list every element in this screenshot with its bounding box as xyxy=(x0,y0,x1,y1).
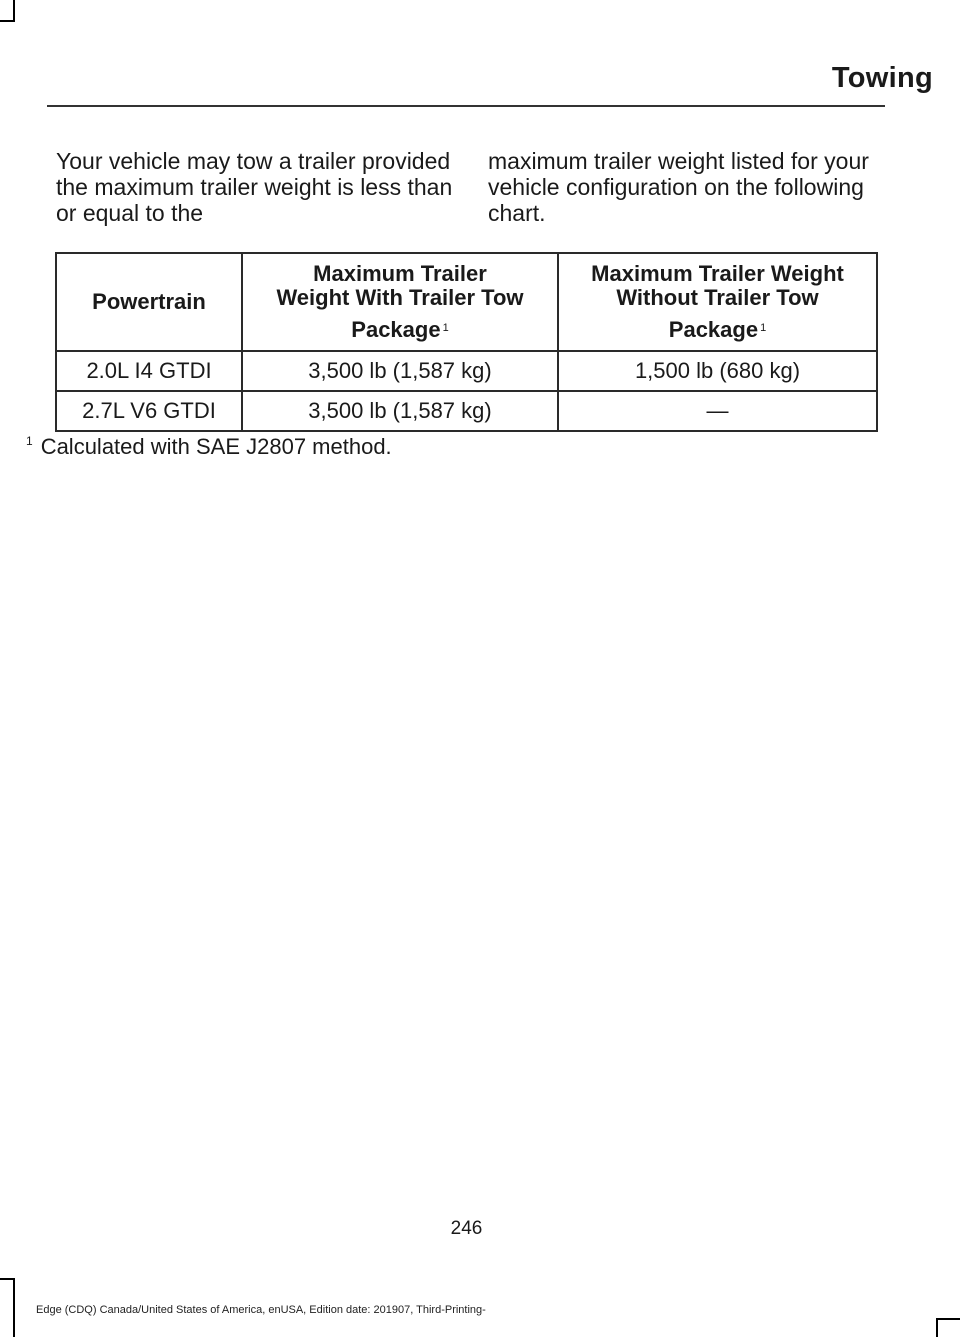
cell-powertrain: 2.0L I4 GTDI xyxy=(56,351,242,391)
cell-powertrain: 2.7L V6 GTDI xyxy=(56,391,242,431)
footnote-ref: 1 xyxy=(442,322,449,334)
intro-column-1: Your vehicle may tow a trailer provided the maximum trailer weight is less than or equal to the xyxy=(56,148,453,226)
page-number: 246 xyxy=(450,1218,483,1239)
table-header-row xyxy=(56,253,877,351)
crop-mark-top-left-h xyxy=(0,20,15,22)
header-with-tow-line3 xyxy=(249,318,551,342)
header-without-tow-line3 xyxy=(565,318,870,342)
towing-capacity-table xyxy=(55,252,878,432)
cell-with-tow: 3,500 lb (1,587 kg) xyxy=(242,391,558,431)
footnote-marker: 1 xyxy=(26,434,33,448)
header-with-tow-line2: Weight With Trailer Tow xyxy=(276,285,524,310)
header-without-tow-package-word: Package xyxy=(668,317,759,342)
cell-without-tow: — xyxy=(558,391,877,431)
header-with-tow-package xyxy=(242,253,558,351)
table-row xyxy=(56,391,877,431)
cell-without-tow: 1,500 lb (680 kg) xyxy=(558,351,877,391)
footnote-ref: 1 xyxy=(760,322,767,334)
footnote-text: Calculated with SAE J2807 method. xyxy=(40,434,392,459)
header-divider xyxy=(47,105,885,107)
table-row xyxy=(56,351,877,391)
edition-info: Edge (CDQ) Canada/United States of America, enUSA, Edition date: 201907, Third-Printing- xyxy=(36,1304,486,1316)
crop-mark-bottom-left xyxy=(13,1278,15,1337)
table-footnote xyxy=(26,434,392,460)
crop-mark-bottom-left-h xyxy=(0,1278,15,1280)
cell-with-tow: 3,500 lb (1,587 kg) xyxy=(242,351,558,391)
header-with-tow-line1: Maximum Trailer xyxy=(313,261,487,286)
header-without-tow-line2: Without Trailer Tow xyxy=(616,285,819,310)
header-with-tow-package-word: Package xyxy=(351,317,441,342)
intro-column-2: maximum trailer weight listed for your vehicle configuration on the following chart. xyxy=(488,148,869,226)
header-powertrain xyxy=(56,253,242,351)
crop-mark-top-left xyxy=(13,0,15,22)
header-without-tow-line1: Maximum Trailer Weight xyxy=(591,261,844,286)
page-title: Towing xyxy=(831,62,933,94)
header-powertrain-label: Powertrain xyxy=(92,289,206,314)
crop-mark-bottom-right xyxy=(936,1318,938,1337)
header-without-tow-package xyxy=(558,253,877,351)
intro-paragraph xyxy=(56,148,886,226)
crop-mark-bottom-right-h xyxy=(936,1318,960,1320)
